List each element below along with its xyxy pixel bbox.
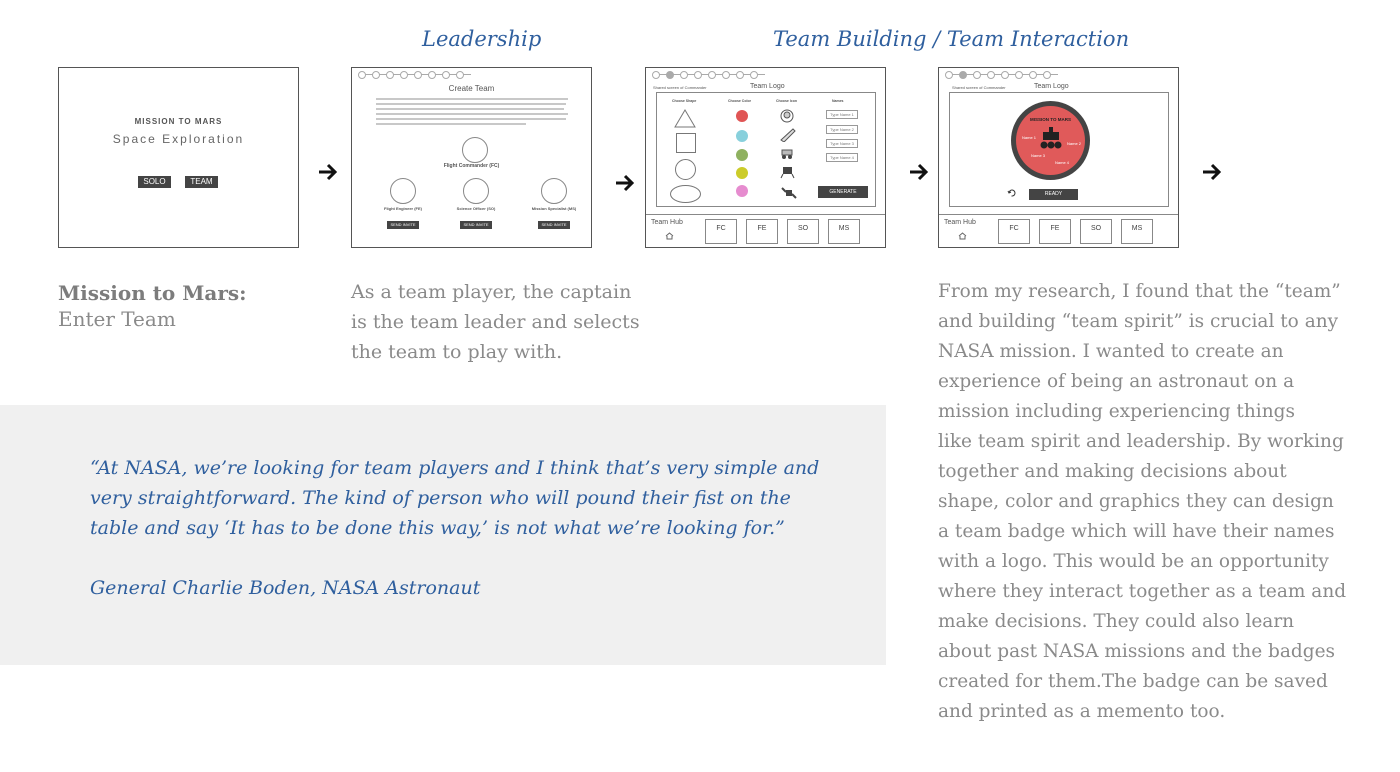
hub-member-fc[interactable]	[705, 219, 737, 244]
quote-author: General Charlie Boden, NASA Astronaut	[90, 577, 481, 599]
hub-member-label: MS	[1131, 225, 1143, 232]
desc-line: shape, color and graphics they can design	[938, 491, 1334, 512]
lander-icon[interactable]	[780, 165, 796, 179]
team-button[interactable]: TEAM	[185, 176, 218, 188]
hub-member-label: FE	[757, 225, 767, 232]
desc-line: From my research, I found that the “team”	[938, 281, 1341, 302]
arrow-right-icon	[315, 160, 339, 184]
name-input[interactable]: Type Name 3	[826, 139, 858, 148]
name-input[interactable]: Type Name 1	[826, 110, 858, 119]
quote-text	[90, 453, 850, 543]
ready-button[interactable]: READY	[1029, 189, 1078, 200]
caption-title: Mission to Mars:	[58, 281, 247, 305]
team-building-heading: Team Building / Team Interaction	[773, 27, 1130, 51]
desc-line: where they interact together as a team and	[938, 581, 1347, 602]
lorem-line	[376, 98, 568, 100]
name-input[interactable]: Type Name 2	[826, 125, 858, 134]
color-swatch-green[interactable]	[736, 149, 748, 161]
refresh-icon[interactable]	[1007, 189, 1016, 197]
column-label: Choose Shape	[672, 99, 697, 103]
desc-line: created for them.The badge can be saved	[938, 671, 1328, 692]
caption	[58, 280, 247, 332]
arrow-right-icon	[1199, 160, 1223, 184]
astronaut-icon[interactable]	[779, 108, 795, 124]
team-hub-label: Team Hub	[944, 219, 976, 226]
screen-create-team	[351, 67, 592, 248]
commander-avatar[interactable]	[462, 137, 488, 163]
desc-line: mission including experiencing things	[938, 401, 1295, 422]
arrow-right-icon	[612, 171, 636, 195]
create-team-title: Create Team	[448, 84, 495, 93]
progress-dot	[973, 71, 981, 79]
lorem-line	[376, 108, 564, 110]
progress-dot	[372, 71, 380, 79]
desc-line: about past NASA missions and the badges	[938, 641, 1336, 662]
screen-mission-start	[58, 67, 299, 248]
hub-member-so[interactable]	[787, 219, 819, 244]
progress-dot	[708, 71, 716, 79]
solo-button[interactable]: SOLO	[138, 176, 171, 188]
screen-team-logo-result	[938, 67, 1179, 248]
team-logo-title: Team Logo	[750, 83, 785, 90]
specialist-avatar[interactable]	[541, 178, 567, 204]
color-swatch-pink[interactable]	[736, 185, 748, 197]
role-label: Mission Specialist (MS)	[531, 206, 577, 211]
team-hub-label: Team Hub	[651, 219, 683, 226]
square-shape-icon[interactable]	[676, 133, 696, 153]
hub-member-fe[interactable]	[1039, 219, 1071, 244]
progress-dot	[1001, 71, 1009, 79]
badge-name: Name 2	[1067, 141, 1082, 146]
team-logo-title: Team Logo	[1034, 83, 1069, 90]
badge-name: Name 4	[1055, 160, 1070, 165]
shared-screen-label: Shared screen of Commander	[952, 85, 1006, 90]
screen-team-logo-design	[645, 67, 886, 248]
desc-line: is the team leader and selects	[351, 311, 640, 333]
progress-dot	[959, 71, 967, 79]
desc-line: make decisions. They could also learn	[938, 611, 1295, 632]
oval-shape-icon[interactable]	[670, 185, 701, 203]
progress-dot	[428, 71, 436, 79]
screen1-subtitle: Space Exploration	[112, 132, 245, 146]
progress-dot	[456, 71, 464, 79]
color-swatch-yellow[interactable]	[736, 167, 748, 179]
lorem-line	[376, 118, 566, 120]
column-label: Names	[832, 99, 844, 103]
quote-line: table and say ‘It has to be done this way,’ is not what we’re looking for.”	[90, 517, 785, 539]
commander-label: Flight Commander (FC)	[443, 163, 500, 169]
desc-line: a team badge which will have their names	[938, 521, 1335, 542]
badge-name: Name 3	[1031, 153, 1046, 158]
progress-dot	[722, 71, 730, 79]
hub-member-ms[interactable]	[1121, 219, 1153, 244]
column-label: Choose Icon	[776, 99, 798, 103]
hub-member-ms[interactable]	[828, 219, 860, 244]
rocket-icon[interactable]	[779, 126, 797, 142]
desc-line: the team to play with.	[351, 341, 563, 363]
progress-dot	[680, 71, 688, 79]
badge-name: Name 1	[1022, 135, 1037, 140]
leadership-description	[351, 277, 640, 367]
role-label: Science Officer (SO)	[456, 206, 496, 211]
progress-dot	[386, 71, 394, 79]
home-icon[interactable]	[665, 232, 674, 240]
desc-line: together and making decisions about	[938, 461, 1287, 482]
progress-dot	[694, 71, 702, 79]
hub-member-fe[interactable]	[746, 219, 778, 244]
circle-shape-icon[interactable]	[675, 159, 696, 180]
role-label: Flight Engineer (FE)	[384, 206, 422, 211]
desc-line: with a logo. This would be an opportunity	[938, 551, 1329, 572]
color-swatch-cyan[interactable]	[736, 130, 748, 142]
arrow-right-icon	[906, 160, 930, 184]
hub-member-label: SO	[1090, 225, 1102, 232]
hub-member-label: MS	[838, 225, 850, 232]
desc-line: and building “team spirit” is crucial to any	[938, 311, 1339, 332]
progress-dot	[442, 71, 450, 79]
desc-line: and printed as a memento too.	[938, 701, 1226, 722]
progress-dot	[414, 71, 422, 79]
quote-line: “At NASA, we’re looking for team players and I think that’s very simple and	[90, 457, 820, 479]
progress-dot	[1029, 71, 1037, 79]
desc-line: As a team player, the captain	[351, 281, 632, 303]
desc-line: NASA mission. I wanted to create an	[938, 341, 1284, 362]
lorem-line	[376, 103, 566, 105]
hub-member-label: FC	[1009, 225, 1019, 232]
lorem-line	[376, 113, 568, 115]
lorem-line	[376, 123, 526, 125]
quote-line: very straightforward. The kind of person who will pound their fist on the	[90, 487, 791, 509]
caption-subtitle: Enter Team	[58, 307, 176, 331]
color-swatch-red[interactable]	[736, 110, 748, 122]
desc-line: experience of being an astronaut on a	[938, 371, 1295, 392]
progress-dot	[987, 71, 995, 79]
research-description	[938, 277, 1368, 727]
satellite-icon[interactable]	[781, 185, 797, 201]
column-label: Choose Color	[728, 99, 751, 103]
name-input[interactable]: Type Name 4	[826, 153, 858, 162]
team-hub-bar	[939, 214, 1178, 215]
engineer-avatar[interactable]	[390, 178, 416, 204]
hub-member-fc[interactable]	[998, 219, 1030, 244]
send-invite-button[interactable]: SEND INVITE	[460, 221, 492, 229]
hub-member-so[interactable]	[1080, 219, 1112, 244]
badge-title: MISSION TO MARS	[1030, 117, 1071, 122]
team-hub-bar	[646, 214, 885, 215]
progress-dot	[400, 71, 408, 79]
rover-icon	[1037, 126, 1065, 152]
hub-member-label: FC	[716, 225, 726, 232]
science-avatar[interactable]	[463, 178, 489, 204]
leadership-heading: Leadership	[422, 27, 542, 51]
screen1-title: MISSION TO MARS	[134, 117, 223, 126]
send-invite-button[interactable]: SEND INVITE	[538, 221, 570, 229]
progress-dot	[358, 71, 366, 79]
progress-dot	[736, 71, 744, 79]
send-invite-button[interactable]: SEND INVITE	[387, 221, 419, 229]
hub-member-label: FE	[1050, 225, 1060, 232]
home-icon[interactable]	[958, 232, 967, 240]
progress-dot	[666, 71, 674, 79]
progress-dot	[652, 71, 660, 79]
generate-button[interactable]: GENERATE	[818, 186, 868, 198]
triangle-shape-icon[interactable]	[674, 109, 696, 128]
rover-icon[interactable]	[780, 146, 796, 160]
progress-dot	[750, 71, 758, 79]
progress-dot	[945, 71, 953, 79]
shared-screen-label: Shared screen of Commander	[653, 85, 707, 90]
progress-dot	[1043, 71, 1051, 79]
desc-line: like team spirit and leadership. By working	[938, 431, 1344, 452]
progress-dot	[1015, 71, 1023, 79]
hub-member-label: SO	[797, 225, 809, 232]
